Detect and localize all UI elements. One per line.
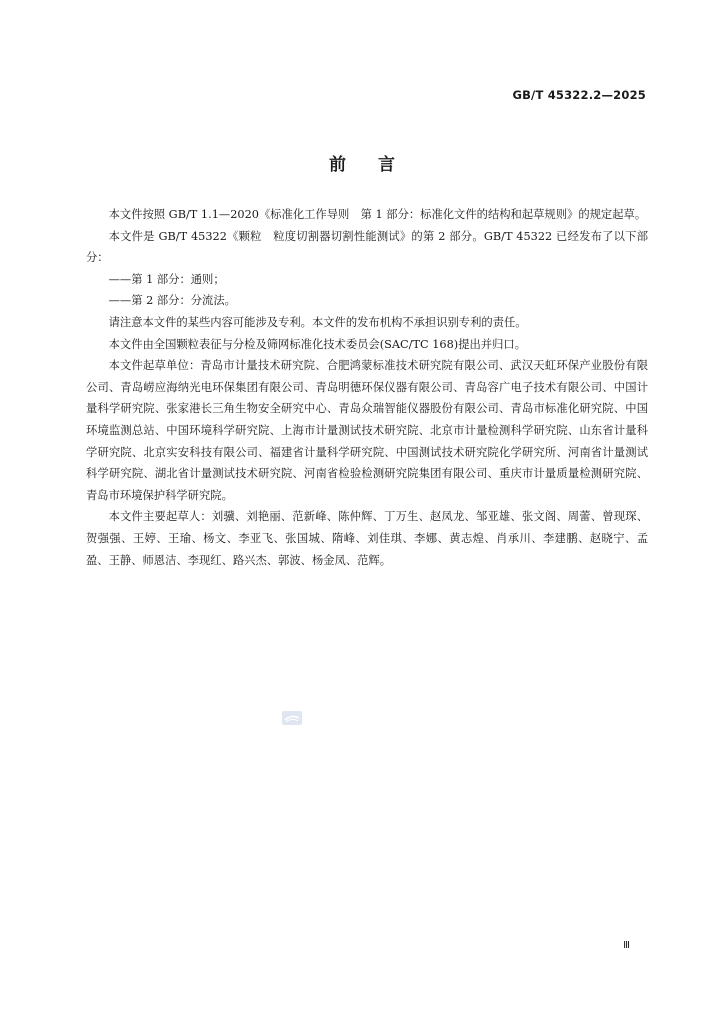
paragraph-drafters: 本文件主要起草人：刘骥、刘艳丽、范新峰、陈仲辉、丁万生、赵凤龙、邹亚雄、张文阁、周蕾、曾现琛、贺强强、王婷、王瑜、杨文、李亚飞、张国城、隋峰、刘佳琪、李娜、黄志煌、肖承川、李建鹏、赵晓宁、孟盈、王静、师恩洁、李现红、路兴杰、郭波、杨金凤、范辉。	[86, 510, 648, 567]
page-title: 前言	[329, 155, 427, 175]
standard-code: GB/T 45322.2—2025	[512, 88, 646, 102]
paragraph-proposer: 本文件由全国颗粒表征与分检及筛网标准化技术委员会(SAC/TC 168)提出并归口。	[108, 337, 526, 351]
paragraph-drafting-units: 本文件起草单位：青岛市计量技术研究院、合肥鸿蒙标准技术研究院有限公司、武汉天虹环保产业股份有限公司、青岛崂应海纳光电环保集团有限公司、青岛明德环保仪器有限公司、青岛容广电子技术有限公司、中国计量科学研究院、张家港长三角生物安全研究中心、青岛众瑞智能仪器股份有限公司、青岛市标准化研究院、中国环境监测总站、中国环境科学研究院、上海市计量测试技术研究院、北京市计量检测科学研究院、山东省计量科学研究院、北京实安科技有限公司、福建省计量科学研究院、中国测试技术研究院化学研究所、河南省计量测试科学研究院、湖北省计量测试技术研究院、河南省检验检测研究院集团有限公司、重庆市计量质量检测研究院、青岛市环境保护科学研究院。	[86, 359, 648, 502]
sac-watermark-logo	[282, 711, 302, 725]
paragraph-drafting-rules: 本文件按照 GB/T 1.1—2020《标准化工作导则 第 1 部分：标准化文件的结构和起草规则》的规定起草。	[108, 208, 647, 221]
paragraph-patent-notice: 请注意本文件的某些内容可能涉及专利。本文件的发布机构不承担识别专利的责任。	[108, 315, 527, 329]
page-number: Ⅲ	[623, 940, 630, 951]
list-item-part-2: ——第 2 部分：分流法。	[108, 294, 236, 308]
list-item-part-1: ——第 1 部分：通则；	[108, 272, 225, 286]
document-body	[86, 204, 648, 571]
paragraph-parts-intro: 本文件是 GB/T 45322《颗粒 粒度切割器切割性能测试》的第 2 部分。GB/T 45322 已经发布了以下部分：	[86, 229, 648, 265]
